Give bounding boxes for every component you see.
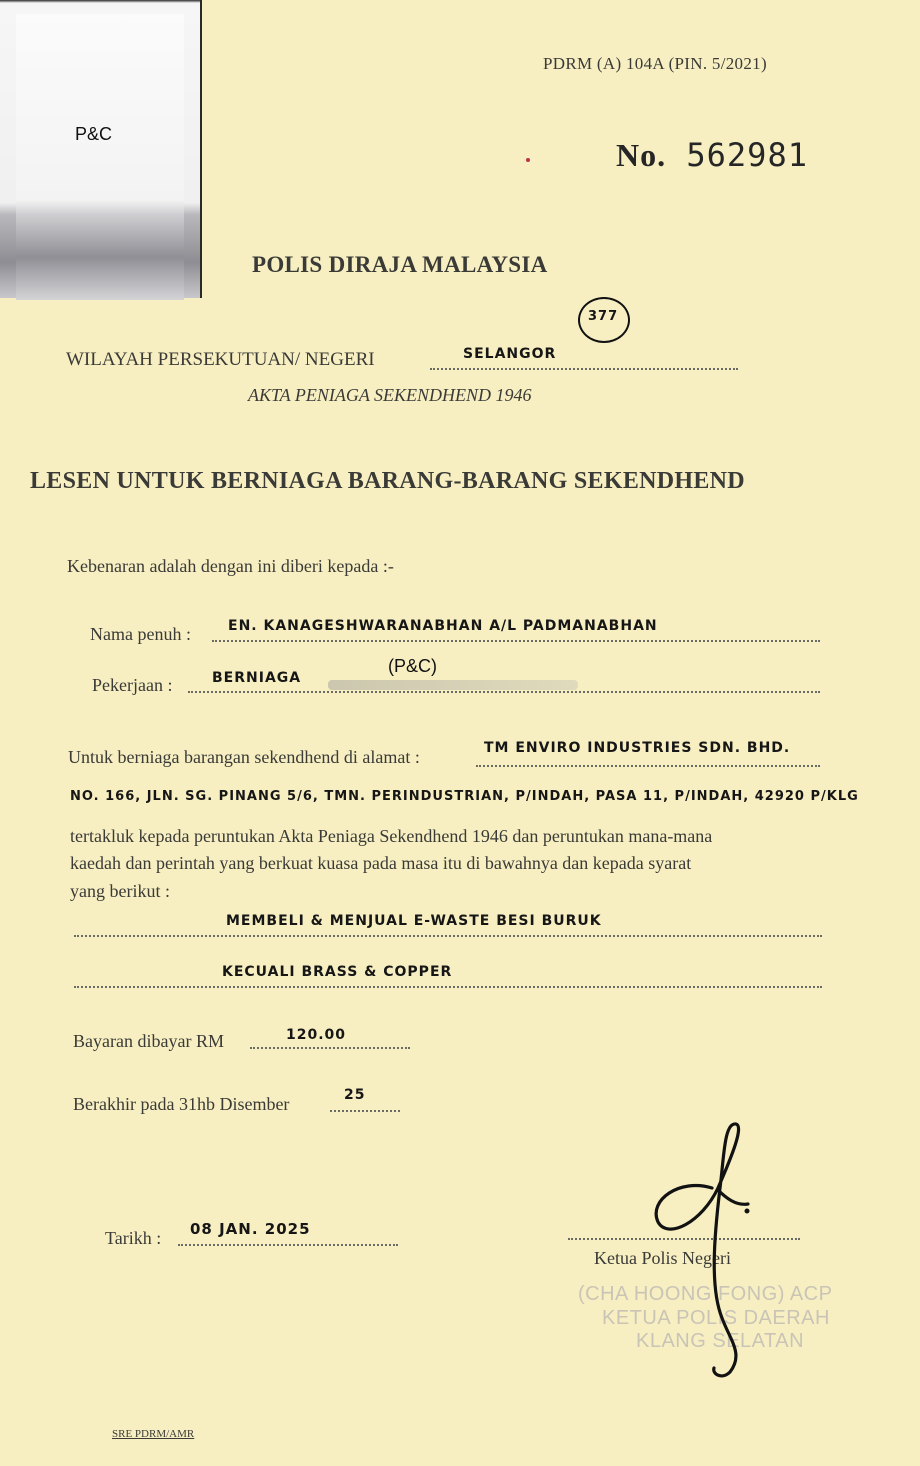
circled-number: 377 bbox=[588, 309, 619, 324]
serial-number bbox=[616, 136, 808, 174]
stamp-line-2: KETUA POLIS DAERAH bbox=[602, 1307, 830, 1329]
condition-1-dotted-line bbox=[74, 935, 822, 937]
date-label: Tarikh : bbox=[105, 1228, 162, 1248]
document-title: LESEN UNTUK BERNIAGA BARANG-BARANG SEKENDHEND bbox=[30, 468, 745, 494]
occupation-value: BERNIAGA bbox=[212, 670, 302, 686]
photo-redaction-label: P&C bbox=[75, 124, 113, 144]
name-value: EN. KANAGESHWARANABHAN A/L PADMANABHAN bbox=[228, 618, 658, 634]
stamp-line-3: KLANG SELATAN bbox=[636, 1330, 805, 1352]
address-label: Untuk berniaga barangan sekendhend di alamat : bbox=[68, 747, 420, 767]
terms-line-3: yang berikut : bbox=[70, 881, 170, 901]
form-code: PDRM (A) 104A (PIN. 5/2021) bbox=[543, 54, 767, 73]
expiry-dotted-line bbox=[330, 1110, 400, 1112]
state-dotted-line bbox=[430, 368, 738, 370]
handwritten-signature bbox=[640, 1118, 780, 1378]
payment-value: 120.00 bbox=[286, 1027, 347, 1043]
date-value: 08 JAN. 2025 bbox=[190, 1220, 311, 1238]
expiry-label: Berakhir pada 31hb Disember bbox=[73, 1094, 290, 1114]
condition-1: MEMBELI & MENJUAL E-WASTE BESI BURUK bbox=[226, 913, 602, 929]
payment-label: Bayaran dibayar RM bbox=[73, 1031, 224, 1051]
footer-code: SRE PDRM/AMR bbox=[112, 1428, 195, 1440]
state-value: SELANGOR bbox=[463, 346, 557, 362]
address-line-1: TM ENVIRO INDUSTRIES SDN. BHD. bbox=[484, 740, 791, 756]
name-label: Nama penuh : bbox=[90, 624, 191, 644]
signatory-title: Ketua Polis Negeri bbox=[594, 1248, 731, 1268]
stamp-line-1: (CHA HOONG FONG) ACP bbox=[578, 1283, 833, 1305]
date-dotted-line bbox=[178, 1244, 398, 1246]
id-photo-inner bbox=[16, 14, 184, 300]
state-label: WILAYAH PERSEKUTUAN/ NEGERI bbox=[66, 349, 375, 370]
serial-value: 562981 bbox=[686, 136, 808, 174]
condition-2: KECUALI BRASS & COPPER bbox=[222, 964, 453, 980]
red-dot-mark bbox=[526, 158, 530, 162]
occupation-redaction-label: (P&C) bbox=[388, 656, 437, 676]
serial-prefix: No. bbox=[616, 137, 667, 173]
expiry-value: 25 bbox=[344, 1087, 366, 1103]
address-dotted-line bbox=[476, 765, 820, 767]
act-name: AKTA PENIAGA SEKENDHEND 1946 bbox=[248, 385, 532, 405]
name-dotted-line bbox=[212, 640, 820, 642]
terms-line-2: kaedah dan perintah yang berkuat kuasa pada masa itu di bawahnya dan kepada syarat bbox=[70, 853, 692, 873]
payment-dotted-line bbox=[250, 1047, 410, 1049]
condition-2-dotted-line bbox=[74, 986, 822, 988]
grant-text: Kebenaran adalah dengan ini diberi kepada :- bbox=[67, 556, 394, 576]
terms-line-1: tertakluk kepada peruntukan Akta Peniaga Sekendhend 1946 dan peruntukan mana-mana bbox=[70, 826, 713, 846]
occupation-redaction-smudge bbox=[328, 680, 578, 690]
occupation-dotted-line bbox=[188, 691, 820, 693]
organisation-title: POLIS DIRAJA MALAYSIA bbox=[252, 252, 548, 277]
address-line-2: NO. 166, JLN. SG. PINANG 5/6, TMN. PERINDUSTRIAN, P/INDAH, PASA 11, P/INDAH, 42920 P/KLG bbox=[70, 789, 859, 804]
occupation-label: Pekerjaan : bbox=[92, 675, 173, 695]
